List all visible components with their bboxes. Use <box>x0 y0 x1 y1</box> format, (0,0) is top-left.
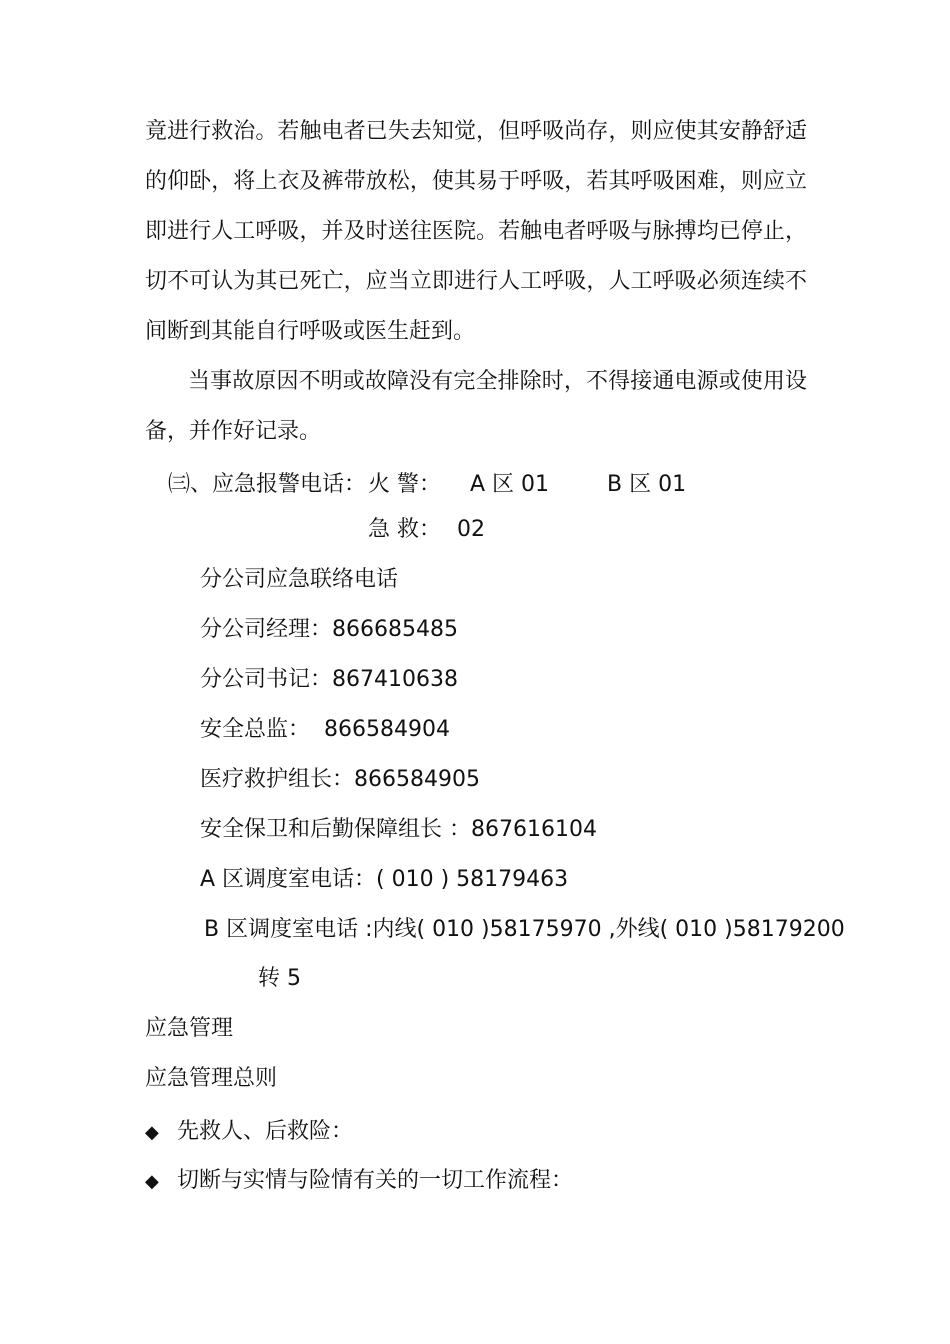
list-item <box>145 1117 353 1148</box>
fire-label: 火 警： <box>368 472 441 497</box>
section-subheading: 应急管理总则 <box>145 1066 278 1091</box>
diamond-bullet-icon: ◆ <box>145 1122 159 1143</box>
contact-line: 分公司书记：867410638 <box>200 667 458 692</box>
paragraph-line: 切不可认为其已死亡，应当立即进行人工呼吸，人工呼吸必须连续不 <box>145 269 807 294</box>
contact-line: 安全保卫和后勤保障组长 ：867616104 <box>200 817 597 842</box>
list-item <box>145 1166 573 1197</box>
contact-line: 安全总监： 866584904 <box>200 717 450 742</box>
section-heading: 应急管理 <box>145 1016 234 1041</box>
list-item-text: 先救人、后救险： <box>177 1119 354 1144</box>
diamond-bullet-icon: ◆ <box>145 1171 159 1192</box>
rescue-label: 急 救： <box>368 517 441 542</box>
contact-line-continued: 转 5 <box>258 966 301 991</box>
contact-line: 分公司经理：866685485 <box>200 617 458 642</box>
fire-number-a: A 区 01 <box>470 472 550 497</box>
paragraph-line: 当事故原因不明或故障没有完全排除时，不得接通电源或使用设 <box>188 369 807 394</box>
list-item-text: 切断与实情与险情有关的一切工作流程： <box>177 1168 574 1193</box>
paragraph-line: 间断到其能自行呼吸或医生赶到。 <box>145 319 476 344</box>
contact-line: 医疗救护组长：866584905 <box>200 767 480 792</box>
paragraph-line: 即进行人工呼吸，并及时送往医院。若触电者呼吸与脉搏均已停止， <box>145 219 807 244</box>
contact-line: B 区调度室电话 :内线( 010 )58175970 ,外线( 010 )58179200 <box>204 917 845 942</box>
paragraph-line: 竟进行救治。若触电者已失去知觉，但呼吸尚存，则应使其安静舒适 <box>145 119 807 144</box>
emergency-phone-heading: ㈢、应急报警电话： <box>168 472 367 497</box>
paragraph-line: 备，并作好记录。 <box>145 419 322 444</box>
rescue-number: 02 <box>457 517 485 542</box>
contact-line: A 区调度室电话：( 010 ) 58179463 <box>200 867 569 892</box>
paragraph-line: 的仰卧，将上衣及裤带放松，使其易于呼吸，若其呼吸困难，则应立 <box>145 169 807 194</box>
fire-number-b: B 区 01 <box>607 472 687 497</box>
branch-contacts-title: 分公司应急联络电话 <box>200 567 399 592</box>
